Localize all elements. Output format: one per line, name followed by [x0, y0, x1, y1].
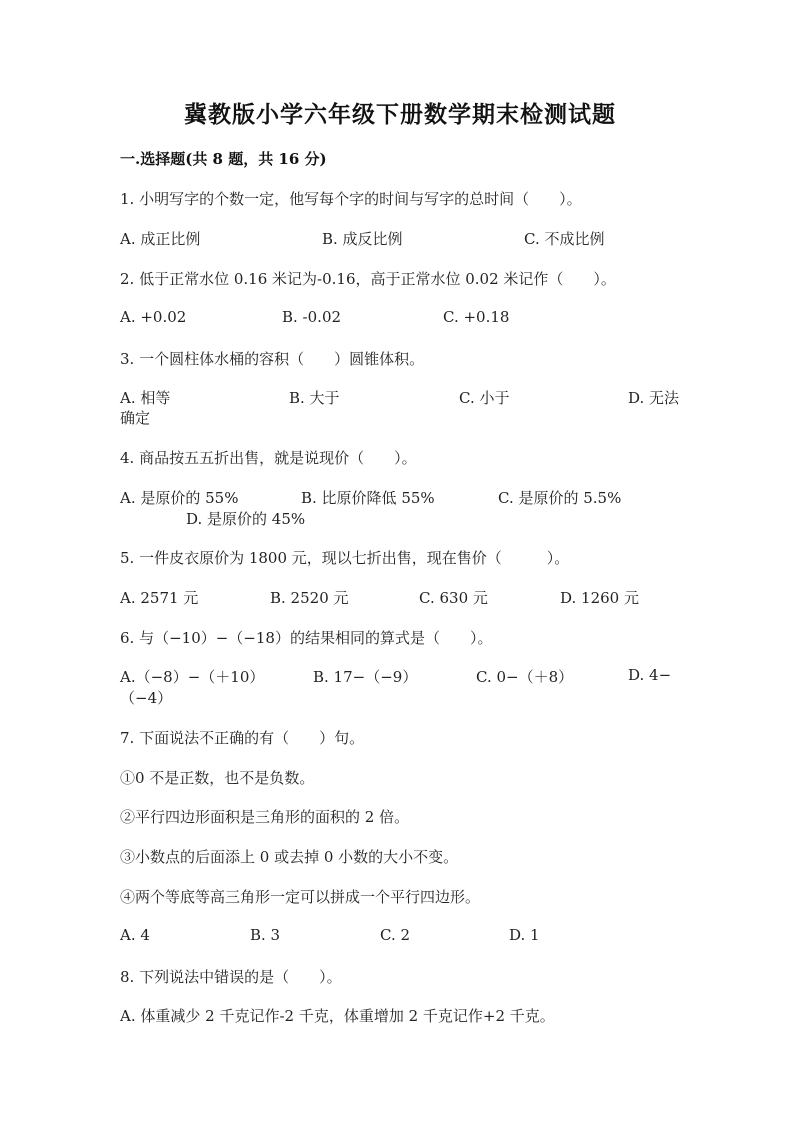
q3-option-c[interactable]: C. 小于 — [459, 389, 510, 407]
q5-option-b[interactable]: B. 2520 元 — [270, 589, 349, 607]
question-7: 7. 下面说法不正确的有（ ）句。 — [120, 729, 365, 747]
question-6: 6. 与（−10）−（−18）的结果相同的算式是（ ）。 — [120, 629, 493, 647]
question-1: 1. 小明写字的个数一定，他写每个字的时间与写字的总时间（ ）。 — [120, 190, 582, 208]
q7-statement-1: ①0 不是正数，也不是负数。 — [120, 769, 315, 787]
question-8: 8. 下列说法中错误的是（ ）。 — [120, 968, 342, 986]
q1-option-c[interactable]: C. 不成比例 — [524, 230, 605, 248]
q4-option-b[interactable]: B. 比原价降低 55% — [301, 489, 435, 507]
q4-option-c[interactable]: C. 是原价的 5.5% — [498, 489, 622, 507]
question-5: 5. 一件皮衣原价为 1800 元，现以七折出售，现在售价（ ）。 — [120, 549, 570, 567]
q7-option-c[interactable]: C. 2 — [380, 926, 411, 944]
question-4: 4. 商品按五五折出售，就是说现价（ ）。 — [120, 449, 417, 467]
section-heading: 一.选择题(共 8 题，共 16 分) — [120, 150, 327, 168]
q3-option-d[interactable]: D. 无法 — [628, 389, 680, 407]
q4-option-a[interactable]: A. 是原价的 55% — [120, 489, 239, 507]
q4-option-d[interactable]: D. 是原价的 45% — [186, 510, 306, 528]
q5-option-a[interactable]: A. 2571 元 — [120, 589, 199, 607]
q6-option-d-wrap: （−4） — [120, 689, 173, 707]
q7-statement-4: ④两个等底等高三角形一定可以拼成一个平行四边形。 — [120, 888, 481, 906]
q2-option-c[interactable]: C. +0.18 — [443, 308, 510, 326]
q7-option-d[interactable]: D. 1 — [509, 926, 540, 944]
q1-option-b[interactable]: B. 成反比例 — [322, 230, 403, 248]
q2-option-a[interactable]: A. +0.02 — [120, 308, 187, 326]
q3-option-d-wrap: 确定 — [120, 409, 151, 427]
q7-statement-2: ②平行四边形面积是三角形的面积的 2 倍。 — [120, 808, 410, 826]
q7-option-b[interactable]: B. 3 — [250, 926, 281, 944]
page-title: 冀教版小学六年级下册数学期末检测试题 — [184, 101, 616, 128]
q3-option-b[interactable]: B. 大于 — [289, 389, 340, 407]
q6-option-a[interactable]: A.（−8）−（＋10） — [120, 668, 265, 686]
q2-option-b[interactable]: B. -0.02 — [282, 308, 342, 326]
question-2: 2. 低于正常水位 0.16 米记为-0.16，高于正常水位 0.02 米记作（ ）。 — [120, 270, 616, 288]
q6-option-c[interactable]: C. 0−（＋8） — [476, 668, 574, 686]
q7-option-a[interactable]: A. 4 — [120, 926, 150, 944]
q8-option-a[interactable]: A. 体重减少 2 千克记作-2 千克，体重增加 2 千克记作+2 千克。 — [120, 1007, 555, 1025]
q6-option-b[interactable]: B. 17−（−9） — [313, 668, 418, 686]
q7-statement-3: ③小数点的后面添上 0 或去掉 0 小数的大小不变。 — [120, 848, 459, 866]
q5-option-c[interactable]: C. 630 元 — [419, 589, 488, 607]
q3-option-a[interactable]: A. 相等 — [120, 389, 171, 407]
question-3: 3. 一个圆柱体水桶的容积（ ）圆锥体积。 — [120, 350, 425, 368]
q1-option-a[interactable]: A. 成正比例 — [120, 230, 201, 248]
q6-option-d[interactable]: D. 4− — [628, 666, 672, 684]
q5-option-d[interactable]: D. 1260 元 — [560, 589, 639, 607]
